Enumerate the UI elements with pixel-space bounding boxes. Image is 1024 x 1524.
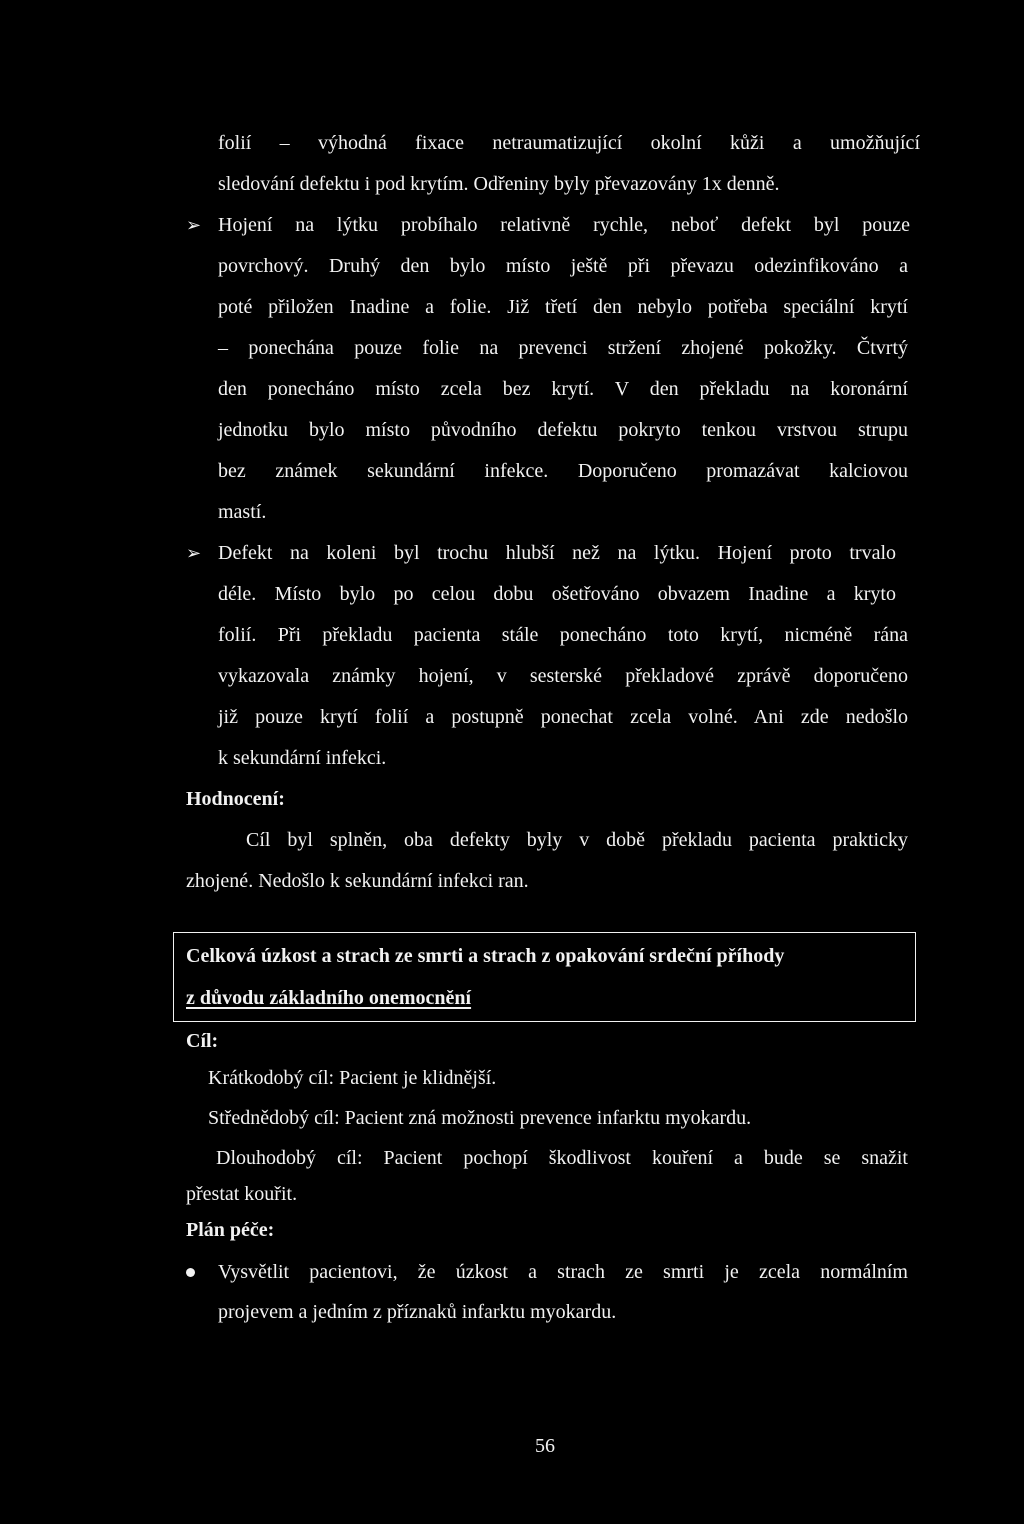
evaluation-heading: Hodnocení: [186,788,285,810]
paragraph-line: Cíl byl splněn, oba defekty byly v době překladu pacienta prakticky [246,829,908,851]
diagnosis-title: Celková úzkost a strach ze smrti a strach z opakování srdeční příhody [186,945,785,967]
paragraph-line: k sekundární infekci. [218,747,387,769]
paragraph-line: jednotku bylo místo původního defektu pokryto tenkou vrstvou strupu [218,419,908,441]
care-plan-item-cont: projevem a jedním z příznaků infarktu myokardu. [218,1301,617,1323]
medium-term-goal: Střednědobý cíl: Pacient zná možnosti prevence infarktu myokardu. [208,1107,752,1129]
paragraph-line: povrchový. Druhý den bylo místo ještě při převazu odezinfikováno a [218,255,908,277]
arrow-bullet-icon: ➢ [186,543,202,563]
goal-heading: Cíl: [186,1030,219,1052]
short-term-goal: Krátkodobý cíl: Pacient je klidnější. [208,1067,497,1089]
bullet-dot-icon [186,1268,195,1277]
care-plan-heading: Plán péče: [186,1219,275,1241]
paragraph-line: mastí. [218,501,267,523]
long-term-goal-cont: přestat kouřit. [186,1183,298,1205]
paragraph-line: folií. Při překladu pacienta stále ponecháno toto krytí, nicméně rána [218,624,908,646]
paragraph-line: vykazovala známky hojení, v sesterské překladové zprávě doporučeno [218,665,908,687]
page-number: 56 [535,1435,555,1457]
paragraph-line: Defekt na koleni byl trochu hlubší než na lýtku. Hojení proto trvalo [218,542,896,564]
paragraph-line: zhojené. Nedošlo k sekundární infekci ran. [186,870,529,892]
paragraph-line: den ponecháno místo zcela bez krytí. V den překladu na koronární [218,378,908,400]
paragraph-line: již pouze krytí folií a postupně ponechat zcela volné. Ani zde nedošlo [218,706,908,728]
long-term-goal: Dlouhodobý cíl: Pacient pochopí škodlivost kouření a bude se snažit [216,1147,908,1169]
paragraph-line: déle. Místo bylo po celou dobu ošetřováno obvazem Inadine a kryto [218,583,896,605]
paragraph-line: bez známek sekundární infekce. Doporučeno promazávat kalciovou [218,460,908,482]
arrow-bullet-icon: ➢ [186,215,202,235]
paragraph-line: Hojení na lýtku probíhalo relativně rychle, neboť defekt byl pouze [218,214,910,236]
paragraph-line: – ponechána pouze folie na prevenci stržení zhojené pokožky. Čtvrtý [218,337,908,359]
diagnosis-subtitle: z důvodu základního onemocnění [186,987,472,1009]
paragraph-line: poté přiložen Inadine a folie. Již třetí den nebylo potřeba speciální krytí [218,296,908,318]
paragraph-line: folií – výhodná fixace netraumatizující okolní kůži a umožňující [218,132,920,154]
paragraph-line: sledování defektu i pod krytím. Odřeniny byly převazovány 1x denně. [218,173,780,195]
care-plan-item: Vysvětlit pacientovi, že úzkost a strach ze smrti je zcela normálním [218,1261,908,1283]
